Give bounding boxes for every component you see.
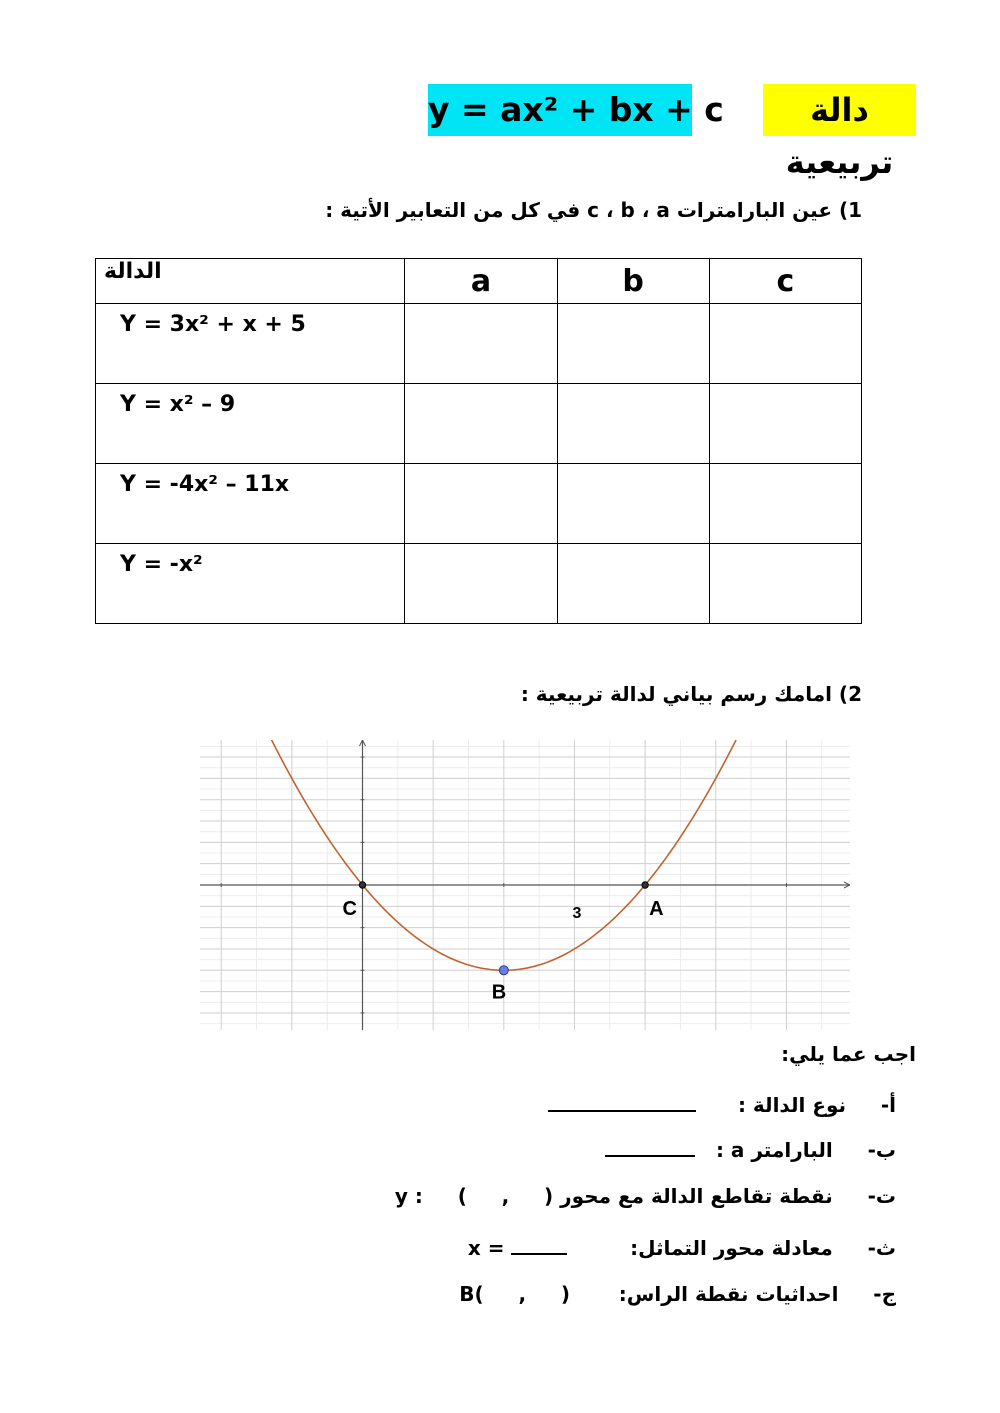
blank-function-type[interactable]	[548, 1090, 696, 1112]
table-row	[96, 544, 862, 624]
answer-label: معادلة محور التماثل:	[630, 1236, 833, 1260]
answers-title: اجب عما يلي:	[781, 1042, 916, 1066]
point-label-b: B	[491, 981, 507, 1004]
answer-cell-a[interactable]	[405, 304, 557, 384]
answer-marker: ث-	[867, 1236, 896, 1260]
table-header-row	[96, 259, 862, 304]
answer-cell-c[interactable]	[709, 384, 861, 464]
table-row	[96, 464, 862, 544]
answer-row-type	[548, 1090, 896, 1117]
function-cell: Y = -x²	[96, 544, 405, 624]
header-b: b	[557, 259, 709, 304]
answer-label: البارامتر a :	[715, 1138, 833, 1162]
function-cell: Y = 3x² + x + 5	[96, 304, 405, 384]
header-function: الدالة	[96, 259, 405, 304]
answer-row-vertex	[459, 1282, 896, 1306]
answer-cell-b[interactable]	[557, 304, 709, 384]
blank-vertex[interactable]: B( , )	[459, 1282, 571, 1306]
symmetry-axis-answer	[468, 1236, 568, 1260]
axes	[200, 740, 850, 1030]
answer-row-symmetry-axis	[468, 1233, 896, 1260]
point-c	[359, 882, 365, 888]
answer-marker: ب-	[867, 1138, 896, 1162]
question-2: 2) امامك رسم بياني لدالة تربيعية :	[520, 682, 862, 706]
header-a: a	[405, 259, 557, 304]
point-b	[499, 966, 508, 975]
parameters-table	[95, 258, 862, 624]
answer-marker: ت-	[867, 1184, 896, 1208]
answer-cell-c[interactable]	[709, 464, 861, 544]
answer-cell-b[interactable]	[557, 544, 709, 624]
answer-row-parameter-a	[605, 1135, 896, 1162]
function-cell: Y = -4x² – 11x	[96, 464, 405, 544]
answer-marker: أ-	[880, 1093, 896, 1117]
blank-y-intercept[interactable]: ( , )	[457, 1184, 554, 1208]
answer-cell-b[interactable]	[557, 464, 709, 544]
point-label-a: A	[649, 898, 664, 920]
point-a	[642, 882, 648, 888]
answer-label: نوع الدالة :	[737, 1093, 847, 1117]
point-label-c: C	[342, 898, 357, 920]
parabola-graph	[200, 740, 850, 1030]
answer-cell-a[interactable]	[405, 384, 557, 464]
worksheet-title: دالة تربيعية	[763, 84, 916, 136]
answer-label: احداثيات نقطة الراس:	[618, 1282, 839, 1306]
answer-row-y-intercept	[395, 1184, 896, 1208]
answer-cell-a[interactable]	[405, 464, 557, 544]
table-row	[96, 304, 862, 384]
answer-marker: ج-	[873, 1282, 896, 1306]
annotation-3: 3	[572, 905, 582, 922]
table-row	[96, 384, 862, 464]
answer-cell-c[interactable]	[709, 304, 861, 384]
general-formula	[428, 84, 724, 136]
answer-label: نقطة تقاطع الدالة مع محور y :	[394, 1184, 833, 1208]
function-cell: Y = x² – 9	[96, 384, 405, 464]
header-c: c	[709, 259, 861, 304]
point-labels	[343, 898, 664, 1003]
answer-cell-b[interactable]	[557, 384, 709, 464]
blank-symmetry-axis[interactable]	[511, 1233, 567, 1255]
general-formula-text: y = ax² + bx + c	[428, 90, 724, 129]
answer-cell-a[interactable]	[405, 544, 557, 624]
question-1: 1) عين البارامترات c ، b ، a في كل من التعابير الأتية :	[325, 198, 862, 222]
answer-cell-c[interactable]	[709, 544, 861, 624]
blank-parameter-a[interactable]	[605, 1135, 695, 1157]
symmetry-axis-prefix: x =	[467, 1236, 505, 1260]
